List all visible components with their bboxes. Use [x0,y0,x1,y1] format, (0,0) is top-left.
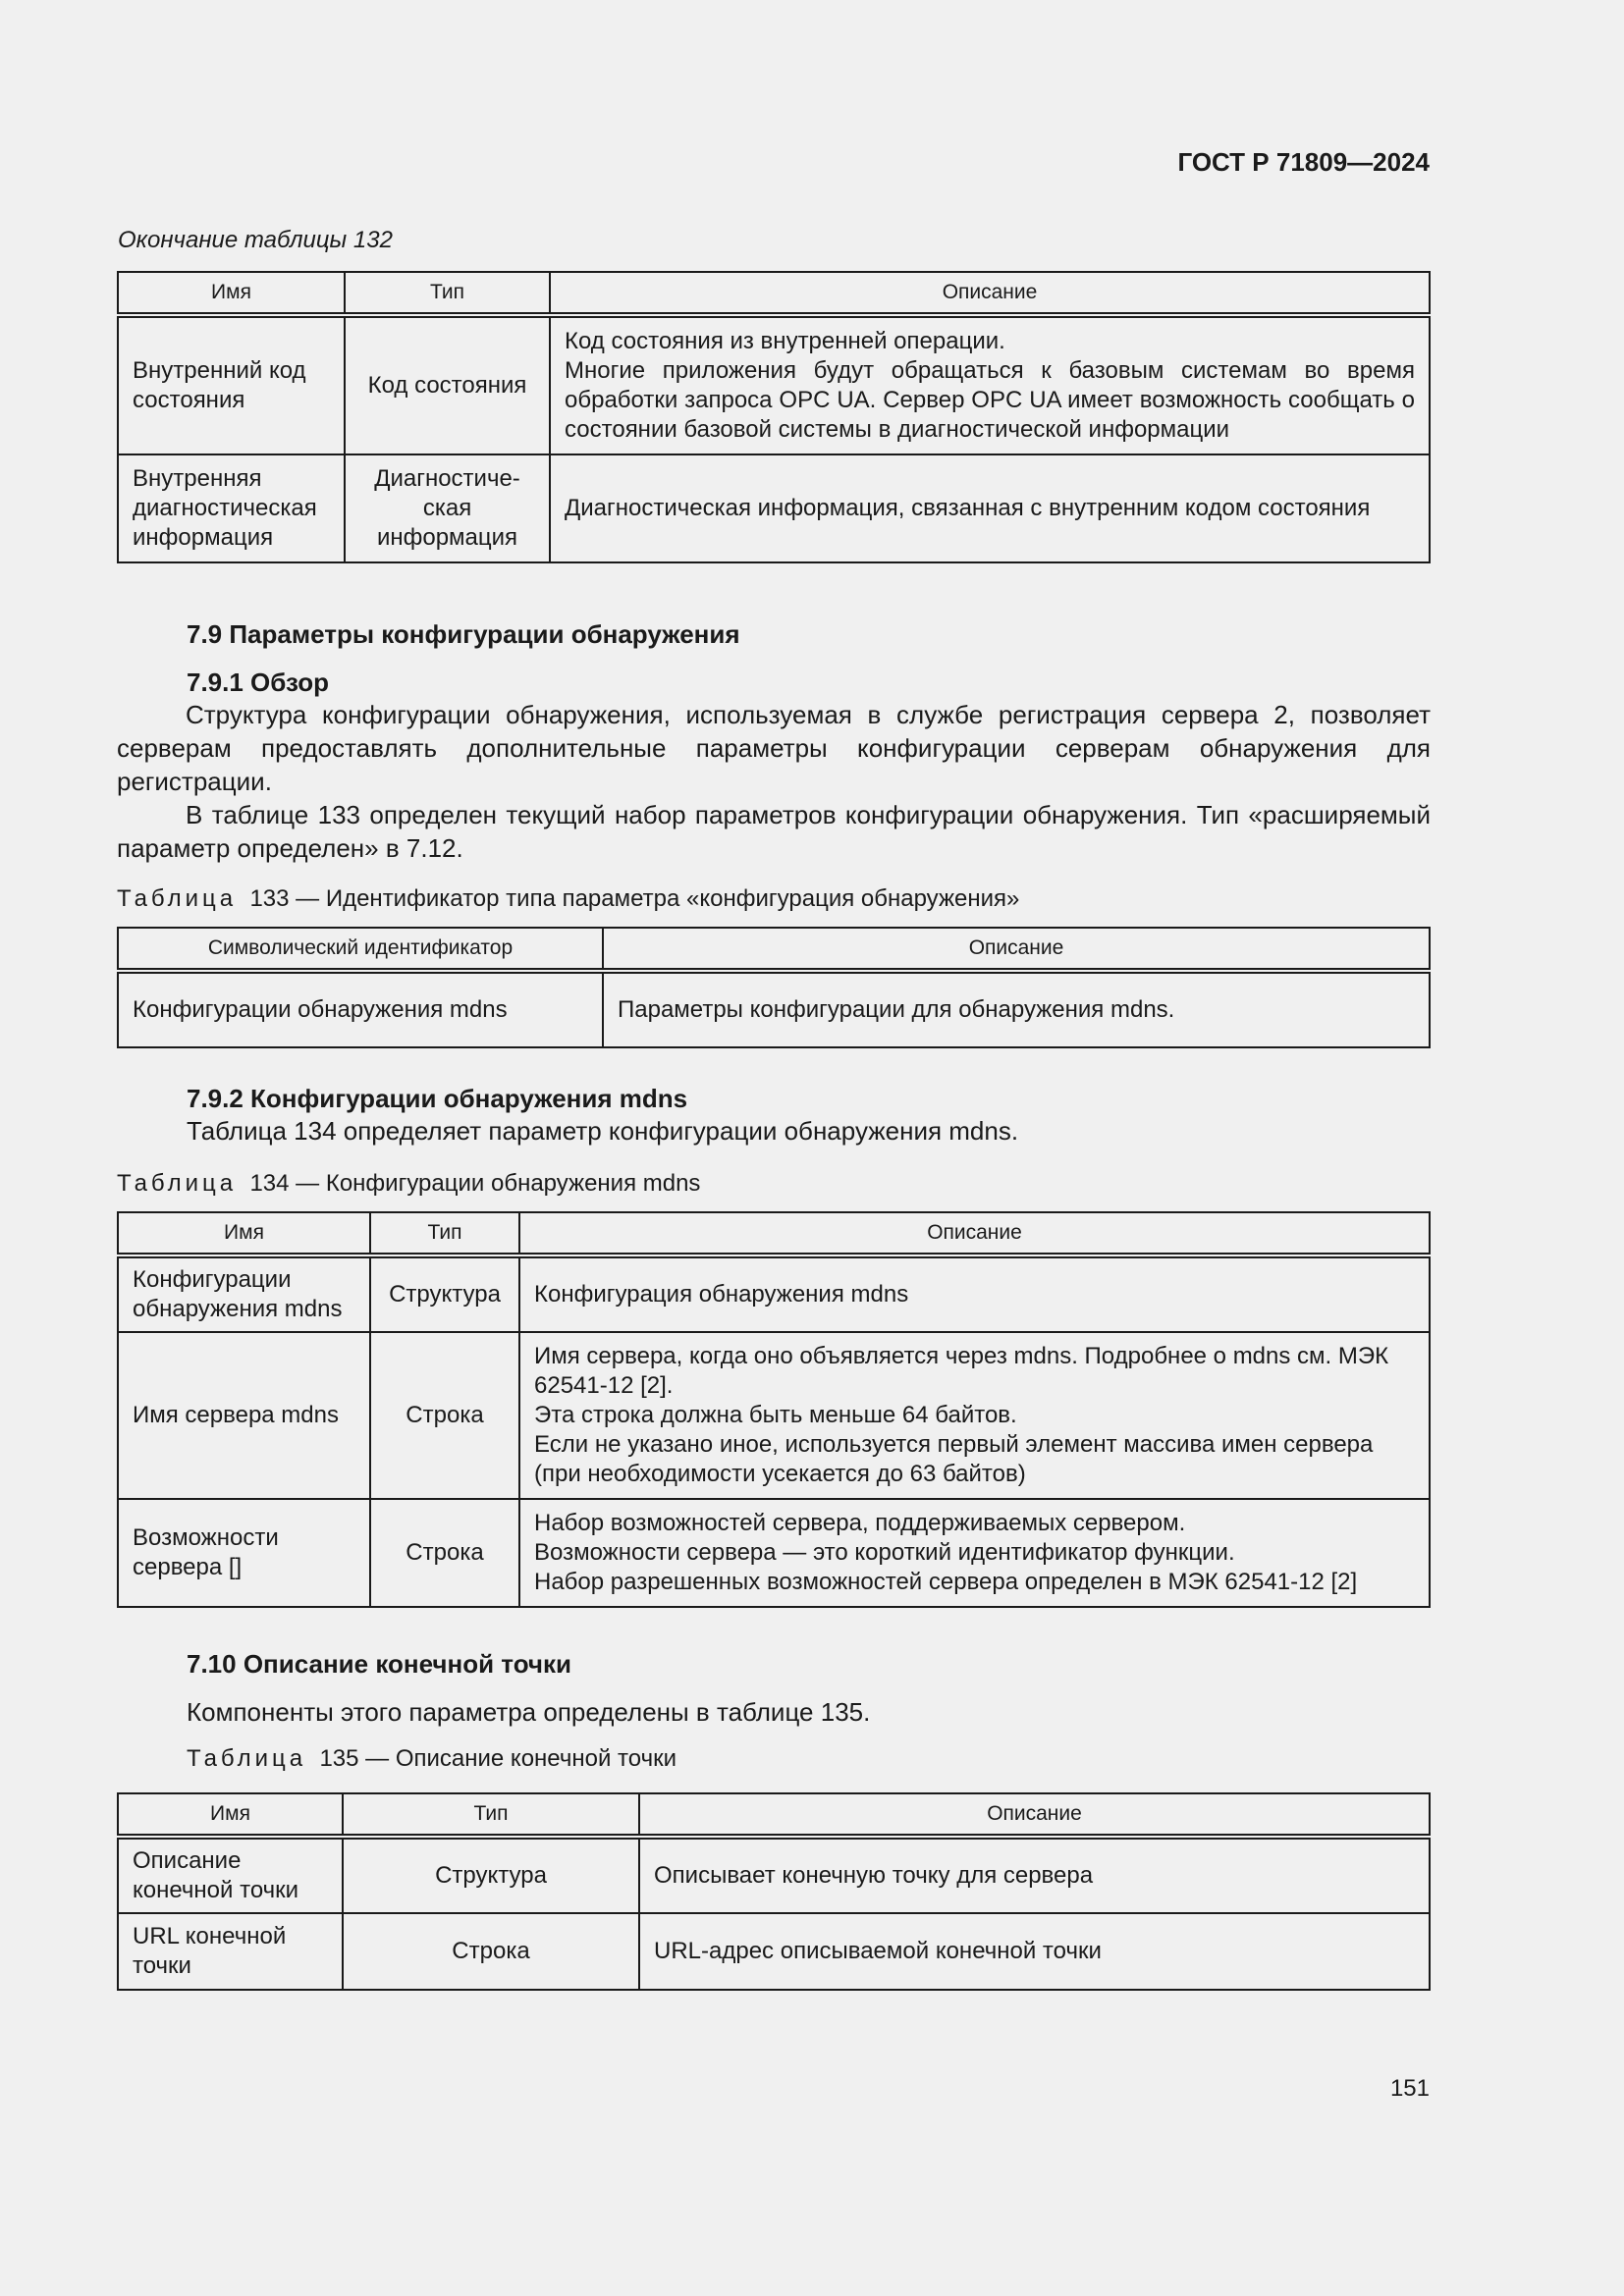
description-line: Набор возможностей сервера, поддерживаемых сервером. [534,1510,1186,1536]
caption-word: Таблица [187,1745,307,1772]
table-header-row [118,1212,1430,1255]
caption-word: Таблица [117,885,238,912]
cell-type: Диагностиче-ская информация [345,454,550,562]
cell-name: Внутренний код состояния [118,315,345,454]
cell-type: Структура [370,1255,519,1332]
page-number: 151 [1389,2075,1430,2102]
description-line: Имя сервера, когда оно объявляется через mdns. Подробнее о mdns см. МЭК 62541-12 [2]. [534,1343,1389,1399]
caption-text: 134 — Конфигурации обнаружения mdns [249,1170,701,1197]
section-7-9-1-body [117,698,1431,865]
cell-name: Конфигурации обнаружения mdns [118,1255,370,1332]
cell-name: Возможности сервера [] [118,1499,370,1607]
table-row [118,1332,1430,1499]
cell-name: Внутренняя диагностическая информация [118,454,345,562]
table-134 [117,1211,1431,1608]
table-header-row [118,272,1430,315]
cell-description: Параметры конфигурации для обнаружения mdns. [603,971,1430,1047]
description-line: Возможности сервера — это короткий идентификатор функции. [534,1539,1235,1566]
header-description: Описание [550,272,1430,315]
header-description: Описание [639,1793,1430,1837]
cell-name: URL конечной точки [118,1913,343,1990]
table-header-row [118,928,1430,971]
section-7-9-2-body: Таблица 134 определяет параметр конфигурации обнаружения mdns. [187,1116,1019,1146]
header-name: Имя [118,1212,370,1255]
header-name: Имя [118,1793,343,1837]
paragraph: В таблице 133 определен текущий набор параметров конфигурации обнаружения. Тип «расширяемый параметр определен» в 7.12. [117,800,1431,863]
table-row [118,454,1430,562]
cell-description: Конфигурация обнаружения mdns [519,1255,1430,1332]
cell-type: Строка [343,1913,639,1990]
table-row [118,1255,1430,1332]
cell-description [519,1499,1430,1607]
section-7-9-heading: 7.9 Параметры конфигурации обнаружения [187,619,740,649]
caption-text: 133 — Идентификатор типа параметра «конфигурация обнаружения» [249,885,1020,912]
table-135 [117,1792,1431,1991]
cell-type: Строка [370,1332,519,1499]
table-133-caption [117,885,1019,913]
description-line: Эта строка должна быть меньше 64 байтов. [534,1402,1017,1428]
cell-type: Структура [343,1837,639,1913]
section-7-10-heading: 7.10 Описание конечной точки [187,1649,572,1679]
section-7-10-body: Компоненты этого параметра определены в таблице 135. [187,1697,871,1727]
cell-description: URL-адрес описываемой конечной точки [639,1913,1430,1990]
description-line: Код состояния из внутренней операции. [565,328,1005,354]
cell-description [550,315,1430,454]
cell-symbolic-id: Конфигурации обнаружения mdns [118,971,603,1047]
section-7-9-2-heading: 7.9.2 Конфигурации обнаружения mdns [187,1084,688,1113]
table-135-caption [187,1745,677,1773]
cell-type: Строка [370,1499,519,1607]
table-header-row [118,1793,1430,1837]
description-line: Если не указано иное, используется первый элемент массива имен сервера (при необходимости усекается до 63 байтов) [534,1431,1374,1487]
header-type: Тип [343,1793,639,1837]
table-row [118,1837,1430,1913]
cell-name: Описание конечной точки [118,1837,343,1913]
table-132-caption: Окончание таблицы 132 [118,227,393,253]
table-row [118,315,1430,454]
description-line: Набор разрешенных возможностей сервера определен в МЭК 62541-12 [2] [534,1569,1358,1595]
cell-name: Имя сервера mdns [118,1332,370,1499]
table-row [118,1913,1430,1990]
cell-description: Диагностическая информация, связанная с внутренним кодом состояния [550,454,1430,562]
header-type: Тип [345,272,550,315]
cell-description [519,1332,1430,1499]
cell-description: Описывает конечную точку для сервера [639,1837,1430,1913]
header-type: Тип [370,1212,519,1255]
table-row [118,1499,1430,1607]
section-7-9-1-heading: 7.9.1 Обзор [187,667,330,697]
header-description: Описание [603,928,1430,971]
document-code: ГОСТ Р 71809—2024 [1177,147,1430,177]
header-symbolic-id: Символический идентификатор [118,928,603,971]
paragraph: Структура конфигурации обнаружения, используемая в службе регистрация сервера 2, позволяет серверам предоставлять дополнительные параметры конфигурации серверам обнаружения для регистрации. [117,700,1431,796]
table-row [118,971,1430,1047]
cell-type: Код состояния [345,315,550,454]
table-133 [117,927,1431,1048]
caption-word: Таблица [117,1170,238,1197]
table-134-caption [117,1170,700,1198]
caption-text: 135 — Описание конечной точки [319,1745,677,1772]
header-description: Описание [519,1212,1430,1255]
header-name: Имя [118,272,345,315]
description-line: Многие приложения будут обращаться к базовым системам во время обработки запроса OPC UA. Сервер OPC UA имеет возможность сообщать о состоянии базовой системы в диагностической информации [565,357,1415,443]
table-132 [117,271,1431,563]
